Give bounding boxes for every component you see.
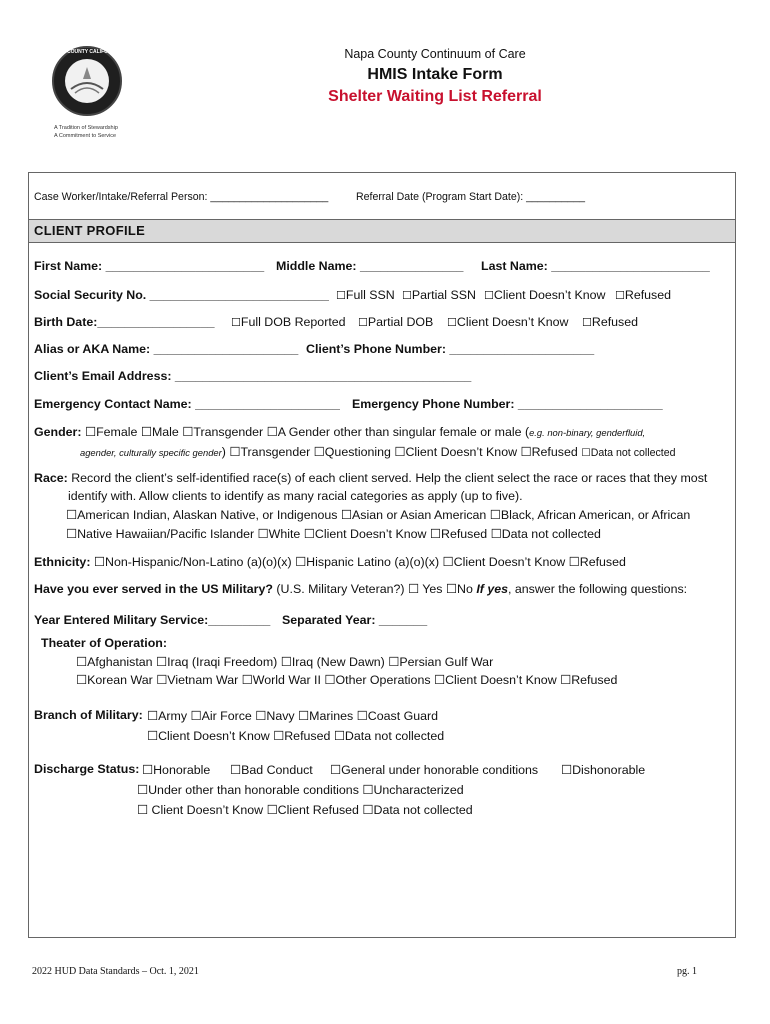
separated-year-field[interactable]: Separated Year: _______: [282, 613, 428, 627]
alias-field[interactable]: Alias or AKA Name: _____________________: [34, 342, 299, 356]
race-instructions-1: [34, 471, 707, 485]
theater-options-2[interactable]: ☐Korean War ☐Vietnam War ☐World War II ☐Other Operations ☐Client Doesn’t Know ☐Refused: [76, 673, 618, 687]
case-worker-field[interactable]: Case Worker/Intake/Referral Person: ____________________: [34, 191, 329, 203]
military-rest: , answer the following questions:: [508, 582, 688, 596]
dob-partial-checkbox[interactable]: ☐Partial DOB: [358, 315, 434, 329]
seal-text: NAPA COUNTY CALIFORNIA: [52, 49, 121, 55]
referral-date-field[interactable]: Referral Date (Program Start Date): __________: [356, 191, 586, 203]
branch-options-1[interactable]: ☐Army ☐Air Force ☐Navy ☐Marines ☐Coast Guard: [147, 709, 439, 723]
year-entered-field[interactable]: Year Entered Military Service:_________: [34, 613, 271, 627]
ssn-dont-know-checkbox[interactable]: ☐Client Doesn’t Know: [484, 288, 606, 302]
form-title: HMIS Intake Form: [367, 66, 503, 83]
ssn-field[interactable]: Social Security No. __________________________: [34, 288, 329, 302]
discharge-bad-conduct[interactable]: ☐Bad Conduct: [230, 763, 313, 777]
discharge-options-3[interactable]: ☐ Client Doesn’t Know ☐Client Refused ☐Data not collected: [137, 803, 473, 817]
gender-options-2[interactable]: ) ☐Transgender ☐Questioning ☐Client Doesn’t Know ☐Refused: [221, 445, 578, 459]
military-veteran-options[interactable]: (U.S. Military Veteran?) ☐ Yes ☐No: [276, 582, 473, 596]
military-question: Have you ever served in the US Military?: [34, 582, 273, 596]
theater-label: Theater of Operation:: [41, 636, 167, 650]
email-field[interactable]: Client’s Email Address: ___________________________________________: [34, 369, 472, 383]
discharge-dishonorable[interactable]: ☐Dishonorable: [561, 763, 646, 777]
race-options-2[interactable]: ☐Native Hawaiian/Pacific Islander ☐White ☐Client Doesn’t Know ☐Refused ☐Data not collected: [66, 527, 601, 541]
form-subtitle: Shelter Waiting List Referral: [328, 88, 542, 105]
ssn-full-checkbox[interactable]: ☐Full SSN: [336, 288, 395, 302]
branch-label: Branch of Military:: [34, 708, 143, 722]
page-number: pg. 1: [677, 966, 697, 977]
gender-label: Gender:: [34, 425, 82, 439]
dob-refused-checkbox[interactable]: ☐Refused: [582, 315, 639, 329]
discharge-options-2[interactable]: ☐Under other than honorable conditions ☐Uncharacterized: [137, 783, 464, 797]
gender-row-2[interactable]: [80, 444, 676, 459]
ethnicity-row[interactable]: [34, 554, 626, 569]
ethnicity-label: Ethnicity:: [34, 555, 91, 569]
discharge-label: Discharge Status:: [34, 762, 140, 776]
client-profile-title: CLIENT PROFILE: [34, 223, 146, 238]
race-instructions-2: identify with. Allow clients to identify as many racial categories as apply (up to five).: [68, 489, 523, 503]
military-question-row[interactable]: [34, 581, 687, 596]
emergency-phone-field[interactable]: Emergency Phone Number: _____________________: [352, 397, 663, 411]
discharge-honorable[interactable]: ☐Honorable: [142, 763, 211, 777]
dob-full-checkbox[interactable]: ☐Full DOB Reported: [231, 315, 346, 329]
military-if-yes: If yes: [476, 582, 509, 596]
gender-example-2: agender, culturally specific gender: [80, 447, 222, 458]
gender-example: e.g. non-binary, genderfluid,: [529, 427, 646, 438]
middle-name-field[interactable]: Middle Name: _______________: [276, 259, 464, 273]
ssn-refused-checkbox[interactable]: ☐Refused: [615, 288, 672, 302]
theater-options-1[interactable]: ☐Afghanistan ☐Iraq (Iraqi Freedom) ☐Iraq (New Dawn) ☐Persian Gulf War: [76, 655, 494, 669]
first-name-field[interactable]: First Name: _______________________: [34, 259, 265, 273]
motto-line-1: A Tradition of Stewardship: [54, 125, 118, 131]
footer-standards: 2022 HUD Data Standards – Oct. 1, 2021: [32, 966, 199, 977]
phone-field[interactable]: Client’s Phone Number: _____________________: [306, 342, 595, 356]
ssn-partial-checkbox[interactable]: ☐Partial SSN: [402, 288, 476, 302]
race-label: Race:: [34, 471, 68, 485]
emergency-contact-field[interactable]: Emergency Contact Name: _____________________: [34, 397, 340, 411]
dob-dont-know-checkbox[interactable]: ☐Client Doesn’t Know: [447, 315, 569, 329]
gender-row-1[interactable]: [34, 424, 645, 439]
last-name-field[interactable]: Last Name: _______________________: [481, 259, 710, 273]
race-options-1[interactable]: ☐American Indian, Alaskan Native, or Indigenous ☐Asian or Asian American ☐Black, African American, or African: [66, 508, 691, 522]
motto-line-2: A Commitment to Service: [54, 133, 117, 139]
race-text-1: Record the client’s self-identified race(s) of each client served. Help the client select the race or races that they most: [71, 471, 708, 485]
gender-options-1[interactable]: ☐Female ☐Male ☐Transgender ☐A Gender other than singular female or male (: [84, 425, 530, 439]
organization-name: Napa County Continuum of Care: [344, 47, 526, 61]
ethnicity-options[interactable]: ☐Non-Hispanic/Non-Latino (a)(o)(x) ☐Hispanic Latino (a)(o)(x) ☐Client Doesn’t Know ☐Refused: [93, 555, 626, 569]
gender-not-collected[interactable]: ☐Data not collected: [581, 447, 676, 459]
birth-date-field[interactable]: Birth Date:_________________: [34, 315, 215, 329]
discharge-general[interactable]: ☐General under honorable conditions: [330, 763, 539, 777]
branch-options-2[interactable]: ☐Client Doesn’t Know ☐Refused ☐Data not collected: [147, 729, 445, 743]
